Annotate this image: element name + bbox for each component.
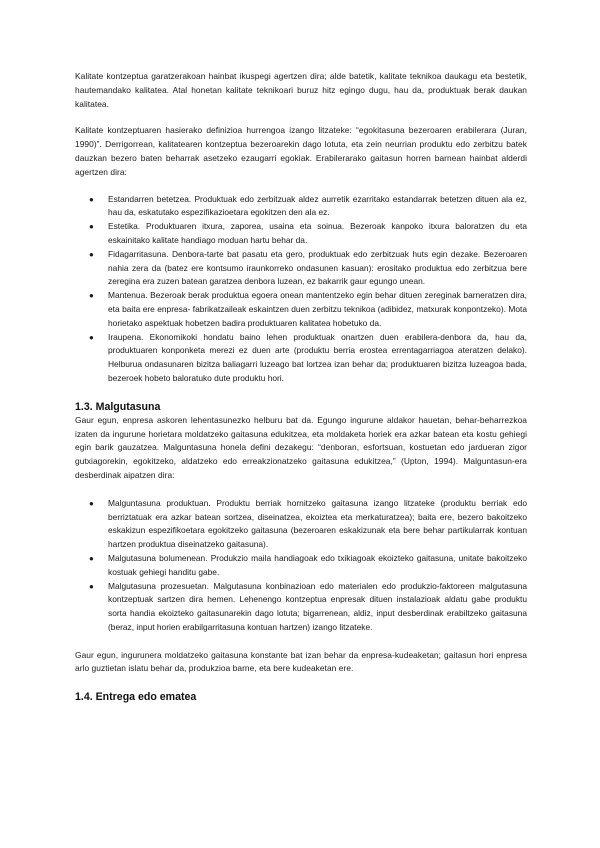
bullet-icon: ● (89, 222, 94, 232)
bullet-icon: ● (89, 498, 94, 508)
list-item-text: Malguntasuna produktuan. Produktu berriak hornitzeko gaitasuna izango litzateke (produktu berriak edo berriztatuak era azkar batean sortzea, diseinatzea, ekoiztea eta merkaturatzea); baita ere, bezero bakoitzeko eskakizun espezifikoetara egokitzeko gaitasuna (bezeroaren eskakizunak eta bere behar partikularrak kontuan hartzen produktua diseinatzeko gaitasuna). (108, 497, 527, 550)
list-item-text: Estandarren betetzea. Produktuak edo zerbitzuak aldez aurretik ezarritako estandarrak betetzen dituen ala ez, hau da, eskatutako espezifikazioetara egokitzen den ala ez. (108, 193, 527, 218)
malgutasuna-closing-paragraph: Gaur egun, ingurunera moldatzeko gaitasuna konstante bat izan behar da enpresa-kudeaketan; gaitasun hori enpresa arlo guztietan islatu behar da, produkzioa barne, eta bere kudeaketan ere. (75, 649, 527, 674)
bullet-icon: ● (89, 291, 94, 301)
flexibility-types-list (75, 497, 527, 635)
intro-paragraph-2: Kalitate kontzeptuaren hasierako definizioa hurrengoa izango litzateke: “egokitasuna bezeroaren erabilerara (Juran, 1990)”. Derrigorrean, kalitatearen kontzeptua bezeroarekin dago lotuta, eta zein neurrian produktu edo zerbitzu batek dauzkan bezero baten beharrak asetzeko ezaugarri egokiak. Erabilerarako gaitasun horren barnean hainbat alderdi agertzen dira: (75, 125, 527, 177)
list-item (75, 331, 527, 386)
bullet-icon: ● (89, 332, 94, 342)
list-item (75, 248, 527, 289)
list-item (75, 552, 527, 580)
bullet-icon: ● (89, 249, 94, 259)
list-item (75, 289, 527, 330)
list-item-text: Iraupena. Ekonomikoki hondatu baino lehen produktuak onartzen duen erabilera-denbora da, hau da, produktuaren konponketa merezi ez duen arte (produktu berria erostea errentagarriagoa ateratzen delako). Helburua ondasunaren bizitza baliagarri luzeago bat lortzea izan behar da; produktuaren bizitza luzeagoa bada, bezeroek hobeto baloratuko dute produktu hori. (108, 331, 527, 383)
list-item (75, 580, 527, 635)
list-item-text: Estetika. Produktuaren itxura, zaporea, usaina eta soinua. Bezeroak kanpoko itxura baloratzen du eta eskainitako kalitate handiago moduan hartu behar da. (108, 221, 527, 245)
section-heading-malgutasuna: 1.3. Malgutasuna (75, 400, 161, 413)
list-item-text: Malgutasuna prozesuetan. Malgutasuna konbinazioan edo materialen edo produkzio-faktoreen malgutasuna kontzeptuak sartzen dira hemen. Lehenengo kontzeptua enpresak dituen instalazioak aldatu gabe produktu sorta handia ekoizteko gaitasunarekin dago lotuta; bigarrenean, aldiz, input desberdinak erabiltzeko gaitasuna (beraz, input horien erabilgarritasuna kontuan hartzen) izango litzateke. (108, 580, 527, 632)
bullet-icon: ● (89, 553, 94, 563)
list-item (75, 193, 527, 221)
list-item-text: Fidagarritasuna. Denbora-tarte bat pasatu eta gero, produktuak edo zerbitzuak huts egin dezake. Bezeroaren nahia zera da (batez ere kontsumo iraunkorreko ondasunen kasuan): erositako produktua edo zerbitzua bere zeregina era zuzen batean garatzea denbora luzean, ez bakarrik gaur egungo unean. (108, 248, 527, 287)
bullet-icon: ● (89, 194, 94, 204)
section-heading-entrega: 1.4. Entrega edo ematea (75, 691, 197, 704)
list-item (75, 220, 527, 248)
bullet-icon: ● (89, 581, 94, 591)
malgutasuna-paragraph: Gaur egun, enpresa askoren lehentasunezko helburu bat da. Egungo ingurune aldakor hauetan, behar-beharrezkoa izaten da ingurune horietara moldatzeko gaitasuna edukitzea, eta moldaketa horiek era azkar batean eta kostu gehiegi egin barik gauzatzea. Malguntasuna honela defini dezakegu: “denboran, esfortsuan, kostuetan edo jardueran zigor gutxiagorekin, egokitzeko, aldatzeko edo erreakzionatzeko gaitasuna edukitzea,” (Upton, 1994). Malguntasun-era desberdinak aipatzen dira: (75, 414, 527, 480)
list-item-text: Mantenua. Bezeroak berak produktua egoera onean mantentzeko egin behar dituen zereginak barneratzen dira, eta baita ere enpresa- fabrikatzaileak eskaintzen duen zerbitzu teknikoa (adibidez, matxurak konpontzeko). Mota horietako aspektuak hobetzen badira produktuaren kalitatea hobetuko da. (108, 290, 527, 328)
intro-paragraph-1: Kalitate kontzeptua garatzerakoan hainbat ikuspegi agertzen dira; alde batetik, kalitate teknikoa daukagu eta bestetik, hautemandako kalitatea. Atal honetan kalitate teknikoari buruz hitz egingo dugu, hau da, produktuak berak daukan kalitatea. (75, 71, 527, 109)
list-item-text: Malgutasuna bolumenean. Produkzio maila handiagoak edo txikiagoak ekoizteko gaitasuna, unitate bakoitzeko kostuak gehiegi handitu gabe. (108, 552, 527, 577)
list-item (75, 497, 527, 552)
quality-aspects-list (75, 193, 527, 386)
document-body (75, 70, 527, 704)
